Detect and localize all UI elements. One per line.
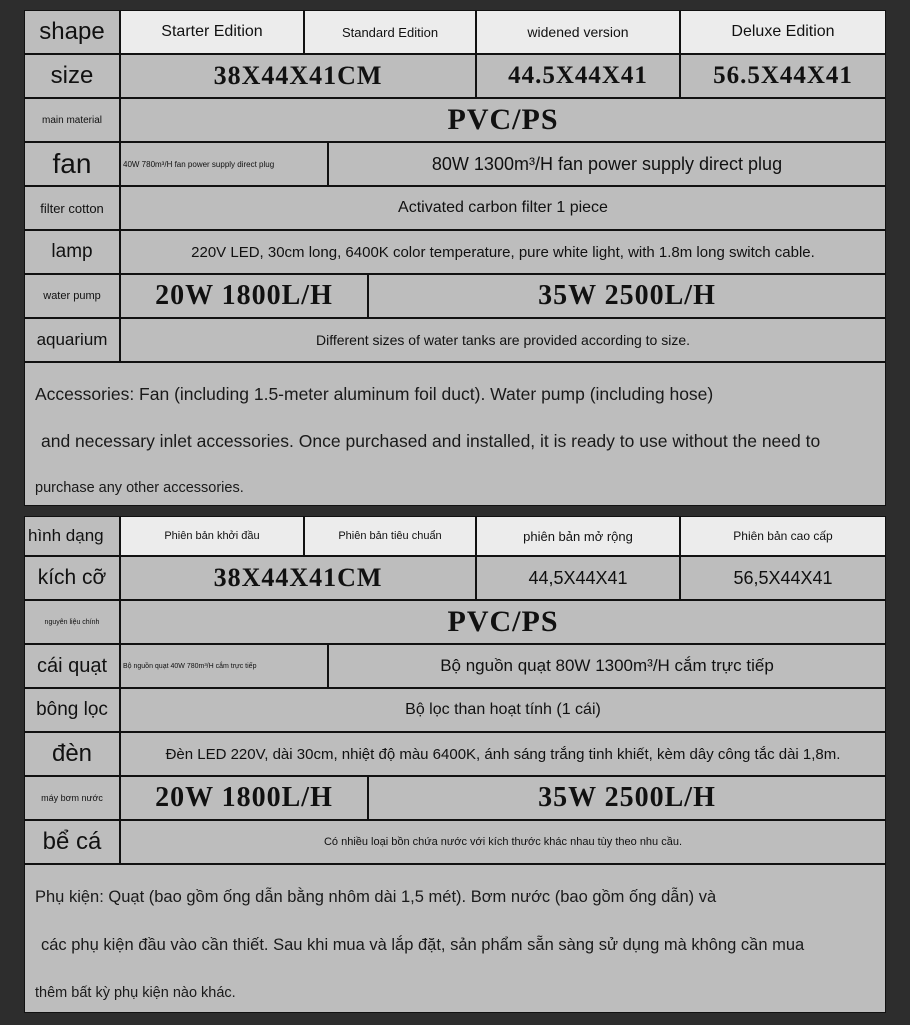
label-material: main material [41,114,103,126]
label-shape-vi: hình dạng [28,526,104,545]
pump-large-vi: 35W 2500L/H [367,777,885,819]
accessories-note [25,363,885,520]
row-aquarium [25,319,885,363]
label-pump: water pump [43,290,101,302]
label-fan: fan [52,148,92,179]
accessories-line-3: purchase any other accessories. [35,480,244,496]
label-size: size [50,62,94,89]
edition-standard: Standard Edition [303,11,475,53]
filter-value: Activated carbon filter 1 piece [119,187,885,229]
lamp-value-vi: Đèn LED 220V, dài 30cm, nhiệt độ màu 6400K, ánh sáng trắng tinh khiết, kèm dây công tắc dài 1,8m. [119,733,885,775]
size-starter-standard: 38X44X41CM [119,55,475,97]
edition-standard-vi: Phiên bản tiêu chuẩn [303,517,475,555]
label-filter: filter cotton [40,200,104,216]
row-size [25,55,885,99]
edition-deluxe-vi: Phiên bản cao cấp [679,517,885,555]
size-widened-vi: 44,5X44X41 [475,557,679,599]
row-size-vi [25,557,885,601]
label-aquarium-vi: bể cá [42,828,102,855]
label-pump-vi: máy bơm nước [41,793,103,803]
pump-large: 35W 2500L/H [367,275,885,317]
row-pump [25,275,885,319]
edition-widened: widened version [475,11,679,53]
size-widened: 44.5X44X41 [475,55,679,97]
aquarium-value: Different sizes of water tanks are provided according to size. [119,319,885,361]
row-material [25,99,885,143]
spec-table-vietnamese [24,516,886,1013]
row-fan [25,143,885,187]
label-lamp-vi: đèn [51,740,93,767]
label-lamp: lamp [51,241,93,262]
pump-small-vi: 20W 1800L/H [119,777,367,819]
accessories-line-3-vi: thêm bất kỳ phụ kiện nào khác. [35,985,236,1001]
accessories-line-2-vi: các phụ kiện đầu vào cần thiết. Sau khi mua và lắp đặt, sản phẩm sẵn sàng sử dụng mà không cần mua [41,936,805,954]
label-fan-vi: cái quạt [36,654,108,677]
row-filter [25,187,885,231]
row-material-vi [25,601,885,645]
accessories-note-vi [25,865,885,1025]
material-value-vi: PVC/PS [119,601,885,643]
fan-large: 80W 1300m³/H fan power supply direct plug [327,143,885,185]
edition-starter: Starter Edition [119,11,303,53]
material-value: PVC/PS [119,99,885,141]
aquarium-value-vi: Có nhiều loại bồn chứa nước với kích thước khác nhau tùy theo nhu cầu. [119,821,885,863]
fan-small-vi: Bộ nguồn quạt 40W 780m³/H cắm trực tiếp [119,645,327,687]
row-lamp [25,231,885,275]
pump-small: 20W 1800L/H [119,275,367,317]
accessories-line-1: Accessories: Fan (including 1.5-meter aluminum foil duct). Water pump (including hose) [35,384,714,404]
label-shape: shape [39,18,105,45]
label-material-vi: nguyên liệu chính [44,618,100,626]
accessories-line-1-vi: Phụ kiện: Quạt (bao gồm ống dẫn bằng nhôm dài 1,5 mét). Bơm nước (bao gồm ống dẫn) và [35,888,717,906]
fan-small: 40W 780m³/H fan power supply direct plug [119,143,327,185]
row-fan-vi [25,645,885,689]
edition-starter-vi: Phiên bản khởi đầu [119,517,303,555]
label-size-vi: kích cỡ [37,566,107,589]
lamp-value: 220V LED, 30cm long, 6400K color temperature, pure white light, with 1.8m long switch cable. [119,231,885,273]
label-filter-vi: bông lọc [36,699,108,720]
spec-table-english [24,10,886,506]
edition-deluxe: Deluxe Edition [679,11,885,53]
size-deluxe-vi: 56,5X44X41 [679,557,885,599]
edition-widened-vi: phiên bản mở rộng [475,517,679,555]
row-shape-vi [25,517,885,557]
row-pump-vi [25,777,885,821]
row-lamp-vi [25,733,885,777]
row-shape [25,11,885,55]
filter-value-vi: Bộ lọc than hoạt tính (1 cái) [119,689,885,731]
accessories-line-2: and necessary inlet accessories. Once purchased and installed, it is ready to use without the need to [41,431,821,451]
label-aquarium: aquarium [36,330,108,349]
size-starter-standard-vi: 38X44X41CM [119,557,475,599]
fan-large-vi: Bộ nguồn quạt 80W 1300m³/H cắm trực tiếp [327,645,885,687]
row-aquarium-vi [25,821,885,865]
row-filter-vi [25,689,885,733]
size-deluxe: 56.5X44X41 [679,55,885,97]
